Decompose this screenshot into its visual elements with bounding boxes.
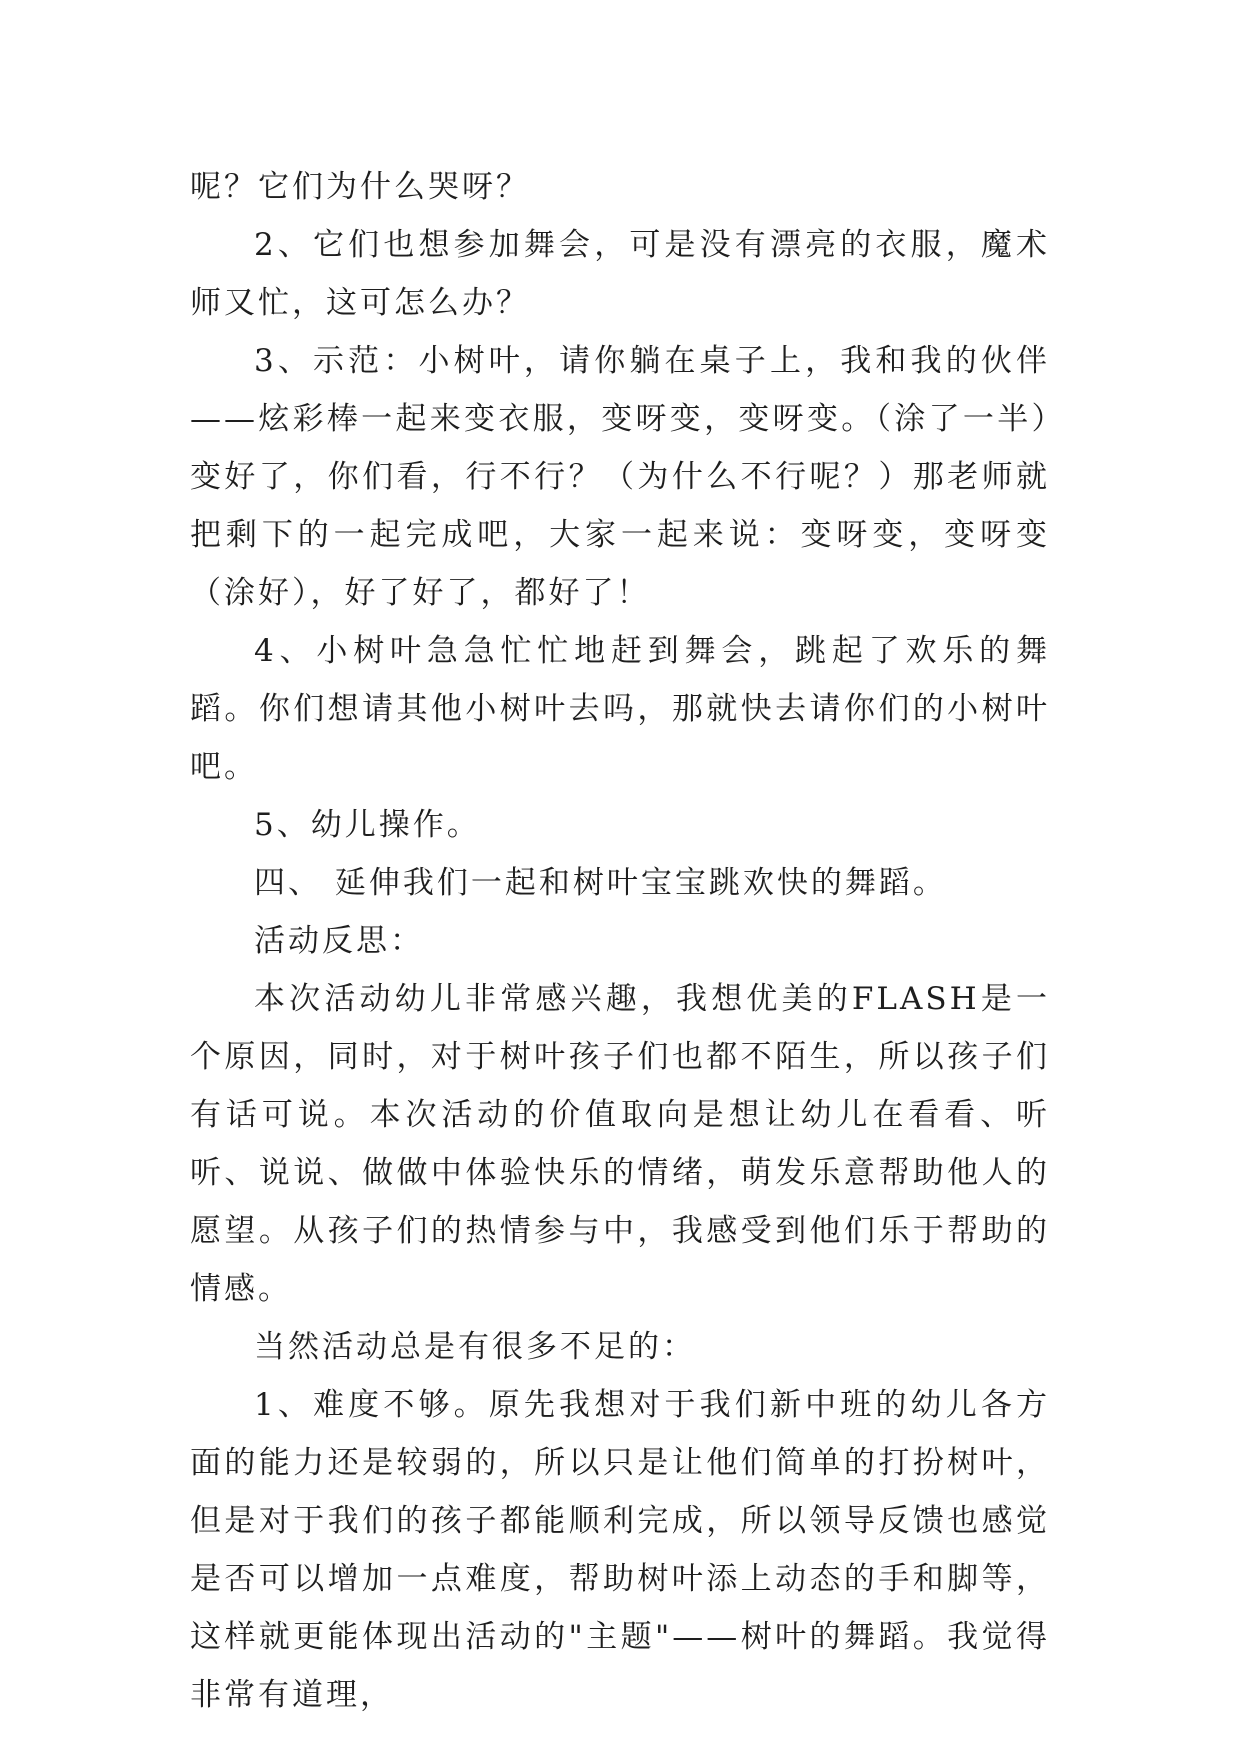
paragraph-reflection-heading: 活动反思： (254, 923, 424, 959)
paragraph-section-4: 四、 延伸我们一起和树叶宝宝跳欢快的舞蹈。 (254, 865, 947, 901)
paragraph-step-5: 5、幼儿操作。 (254, 807, 481, 843)
paragraph-step-2: 2、它们也想参加舞会，可是没有漂亮的衣服，魔术师又忙，这可怎么办？ (190, 227, 1050, 321)
paragraph-reflection-body: 本次活动幼儿非常感兴趣，我想优美的FLASH是一个原因，同时，对于树叶孩子们也都不陌生，所以孩子们有话可说。本次活动的价值取向是想让幼儿在看看、听听、说说、做做中体验快乐的情绪，萌发乐意帮助他人的愿望。从孩子们的热情参与中，我感受到他们乐于帮助的情感。 (190, 981, 1050, 1307)
paragraph-shortcomings-intro: 当然活动总是有很多不足的： (254, 1329, 696, 1365)
paragraph-step-4: 4、小树叶急急忙忙地赶到舞会，跳起了欢乐的舞蹈。你们想请其他小树叶去吗，那就快去请你们的小树叶吧。 (190, 633, 1050, 785)
document-body (190, 158, 1050, 1724)
paragraph-continuation: 呢？它们为什么哭呀？ (190, 169, 530, 205)
paragraph-step-3: 3、示范：小树叶，请你躺在桌子上，我和我的伙伴——炫彩棒一起来变衣服，变呀变，变呀变。（涂了一半）变好了，你们看，行不行？（为什么不行呢？）那老师就把剩下的一起完成吧，大家一起来说：变呀变，变呀变（涂好），好了好了，都好了！ (190, 343, 1050, 611)
paragraph-shortcoming-1: 1、难度不够。原先我想对于我们新中班的幼儿各方面的能力还是较弱的，所以只是让他们简单的打扮树叶，但是对于我们的孩子都能顺利完成，所以领导反馈也感觉是否可以增加一点难度，帮助树叶添上动态的手和脚等，这样就更能体现出活动的"主题"——树叶的舞蹈。我觉得非常有道理， (190, 1387, 1050, 1713)
